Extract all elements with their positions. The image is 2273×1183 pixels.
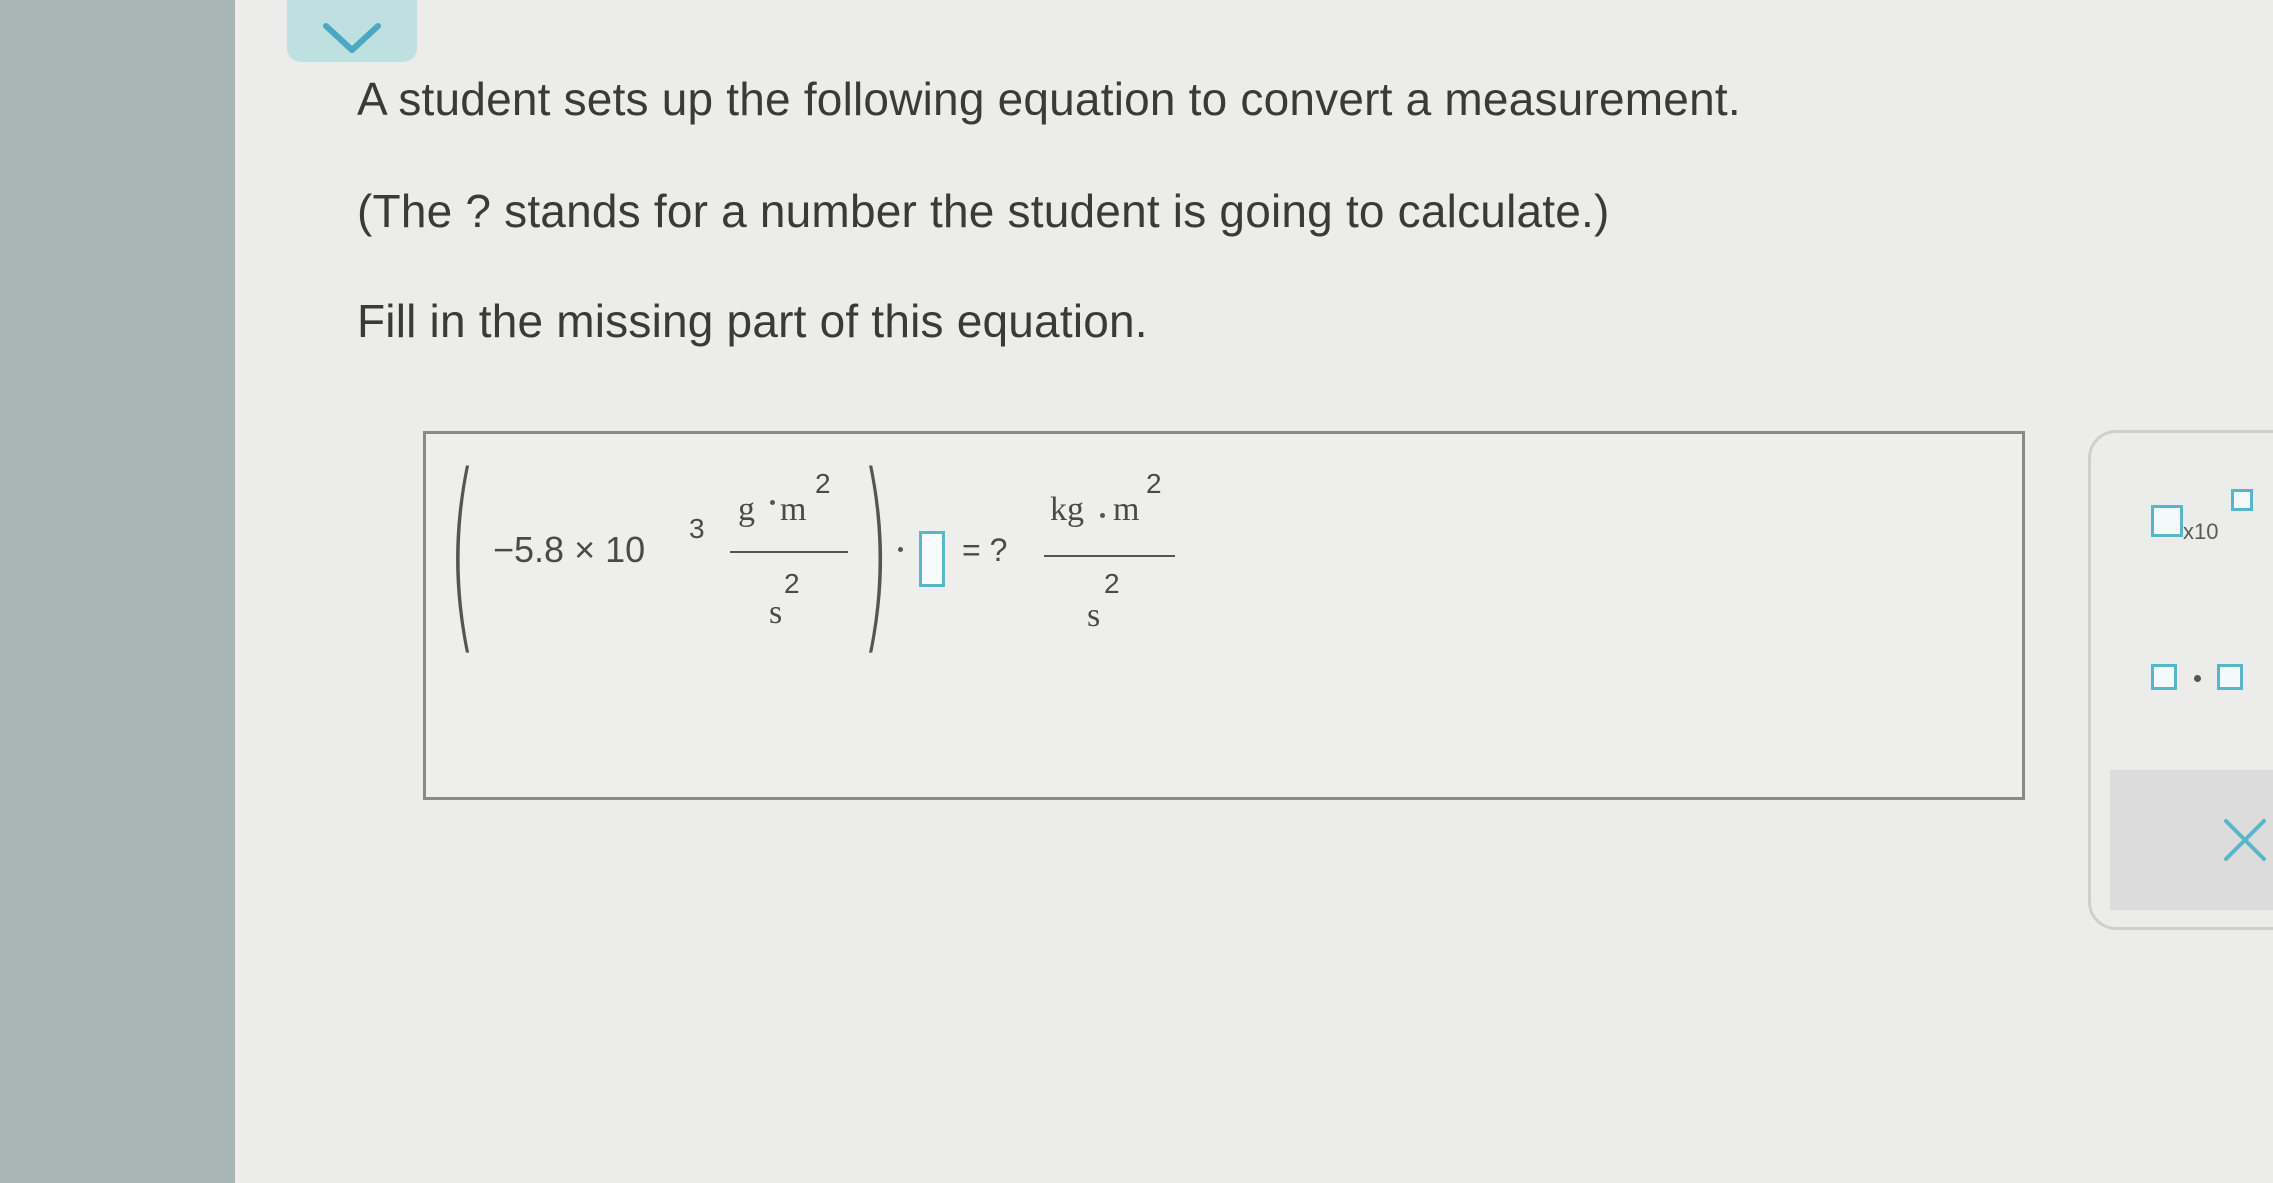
coefficient-exponent: 3 <box>689 513 705 544</box>
multiply-dot-button[interactable] <box>2145 660 2265 700</box>
right-fraction-bar <box>1044 555 1175 557</box>
left-unit-numerator <box>738 491 755 529</box>
left-unit-denominator-exponent: 2 <box>784 568 800 599</box>
right-unit-kg: kg <box>1050 491 1084 528</box>
prompt-text-line-2: (The ? stands for a number the student is going to calculate.) <box>357 185 1610 237</box>
missing-term-input[interactable] <box>919 531 945 587</box>
left-box-icon <box>2151 664 2177 690</box>
collapse-toggle-button[interactable] <box>287 0 417 62</box>
left-unit-g: g <box>738 491 755 528</box>
x10-label: x10 <box>2183 519 2219 544</box>
left-rail <box>0 0 235 1183</box>
chevron-down-icon <box>320 20 384 56</box>
left-fraction-bar <box>730 551 848 553</box>
left-parenthesis: ( <box>448 430 477 675</box>
coefficient: −5.8 × 10 <box>493 529 646 570</box>
answer-input-area[interactable] <box>423 431 2025 800</box>
left-unit-dot <box>770 500 775 505</box>
right-box-icon <box>2217 664 2243 690</box>
close-icon <box>2220 815 2270 865</box>
prompt-text-line-3: Fill in the missing part of this equation. <box>357 295 1148 347</box>
center-dot-icon <box>2194 675 2201 682</box>
right-unit-m: m <box>1113 491 1140 528</box>
clear-button[interactable] <box>2110 770 2273 910</box>
right-unit-denominator: s <box>1087 597 1101 634</box>
equals-question: = ? <box>962 532 1008 568</box>
base-box-icon <box>2151 505 2183 537</box>
left-unit-denominator: s <box>769 594 783 631</box>
prompt-text-line-1: A student sets up the following equation to convert a measurement. <box>357 73 1741 125</box>
right-unit-dot <box>1100 513 1105 518</box>
multiply-dot <box>898 547 903 552</box>
scientific-notation-button[interactable] <box>2145 485 2265 550</box>
right-unit-denominator-exponent: 2 <box>1104 568 1120 599</box>
left-unit-numerator-exponent: 2 <box>815 468 831 499</box>
right-unit-numerator-exponent: 2 <box>1146 468 1162 499</box>
exponent-box-icon <box>2231 489 2253 511</box>
right-parenthesis: ) <box>861 430 890 675</box>
left-unit-m: m <box>780 491 807 528</box>
